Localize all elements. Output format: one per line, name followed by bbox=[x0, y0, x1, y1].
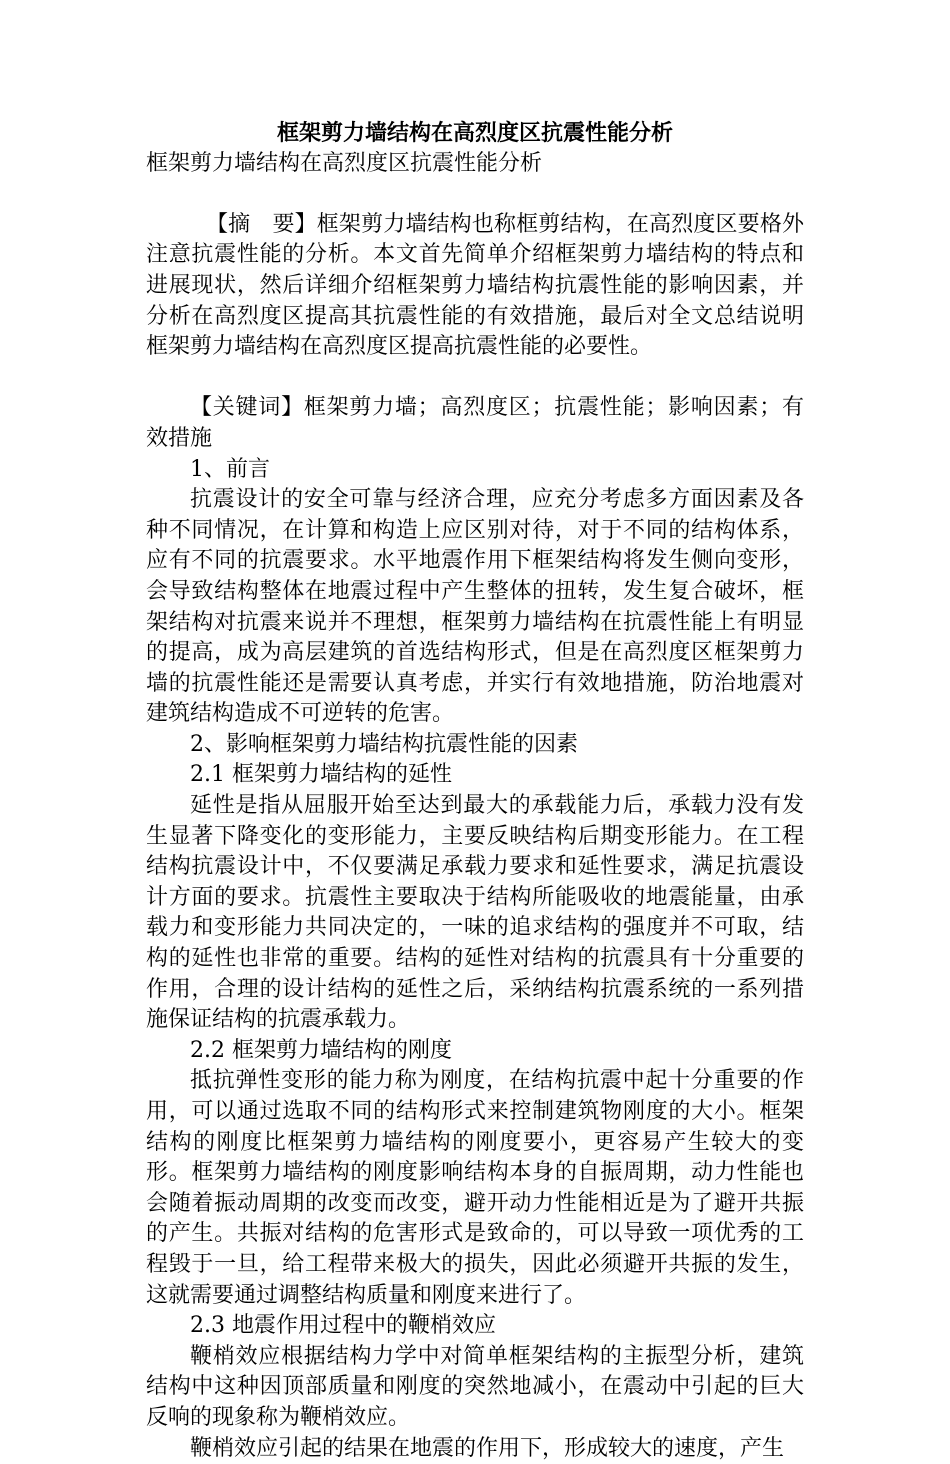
subsection-heading: 2.1 框架剪力墙结构的延性 bbox=[190, 762, 452, 788]
body-paragraph: 鞭梢效应根据结构力学中对简单框架结构的主振型分析，建筑结构中这种因顶部质量和刚度的突然地减小，在震动中引起的巨大反响的现象称为鞭梢效应。 bbox=[146, 1343, 804, 1430]
body-paragraph: 延性是指从屈服开始至达到最大的承载能力后，承载力没有发生显著下降变化的变形能力，主要反映结构后期变形能力。在工程结构抗震设计中，不仅要满足承载力要求和延性要求，满足抗震设计方面的要求。抗震性主要取决于结构所能吸收的地震能量，由承载力和变形能力共同决定的，一味的追求结构的强度并不可取，结构的延性也非常的重要。结构的延性对结构的抗震具有十分重要的作用，合理的设计结构的延性之后，采纳结构抗震系统的一系列措施保证结构的抗震承载力。 bbox=[146, 793, 804, 1033]
document-title: 框架剪力墙结构在高烈度区抗震性能分析 bbox=[276, 120, 673, 146]
abstract-paragraph: 【摘 要】框架剪力墙结构也称框剪结构，在高烈度区要格外注意抗震性能的分析。本文首先简单介绍框架剪力墙结构的特点和进展现状，然后详细介绍框架剪力墙结构抗震性能的影响因素，并分析在高烈度区提高其抗震性能的有效措施，最后对全文总结说明框架剪力墙结构在高烈度区提高抗震性能的必要性。 bbox=[146, 211, 804, 360]
body-paragraph: 抗震设计的安全可靠与经济合理，应充分考虑多方面因素及各种不同情况，在计算和构造上应区别对待，对于不同的结构体系，应有不同的抗震要求。水平地震作用下框架结构将发生侧向变形，会导致结构整体在地震过程中产生整体的扭转，发生复合破坏，框架结构对抗震来说并不理想，框架剪力墙结构在抗震性能上有明显的提高，成为高层建筑的首选结构形式，但是在高烈度区框架剪力墙的抗震性能还是需要认真考虑，并实行有效地措施，防治地震对建筑结构造成不可逆转的危害。 bbox=[146, 487, 804, 727]
blank-line bbox=[146, 179, 804, 210]
body-paragraph: 鞭梢效应引起的结果在地震的作用下，形成较大的速度，产生 bbox=[190, 1435, 785, 1461]
keywords-paragraph: 【关键词】框架剪力墙；高烈度区；抗震性能；影响因素；有效措施 bbox=[146, 395, 804, 451]
document-page bbox=[146, 118, 804, 1464]
subsection-heading: 2.3 地震作用过程中的鞭梢效应 bbox=[190, 1313, 496, 1339]
section-heading: 1、前言 bbox=[190, 456, 270, 482]
body-paragraph: 抵抗弹性变形的能力称为刚度，在结构抗震中起十分重要的作用，可以通过选取不同的结构形式来控制建筑物刚度的大小。框架结构的刚度比框架剪力墙结构的刚度要小，更容易产生较大的变形。框架剪力墙结构的刚度影响结构本身的自振周期，动力性能也会随着振动周期的改变而改变，避开动力性能相近是为了避开共振的产生。共振对结构的危害形式是致命的，可以导致一项优秀的工程毁于一旦，给工程带来极大的损失，因此必须避开共振的发生，这就需要通过调整结构质量和刚度来进行了。 bbox=[146, 1068, 804, 1308]
document-subtitle: 框架剪力墙结构在高烈度区抗震性能分析 bbox=[146, 150, 543, 176]
subsection-heading: 2.2 框架剪力墙结构的刚度 bbox=[190, 1037, 452, 1063]
blank-line bbox=[146, 363, 804, 394]
section-heading: 2、影响框架剪力墙结构抗震性能的因素 bbox=[190, 731, 578, 757]
